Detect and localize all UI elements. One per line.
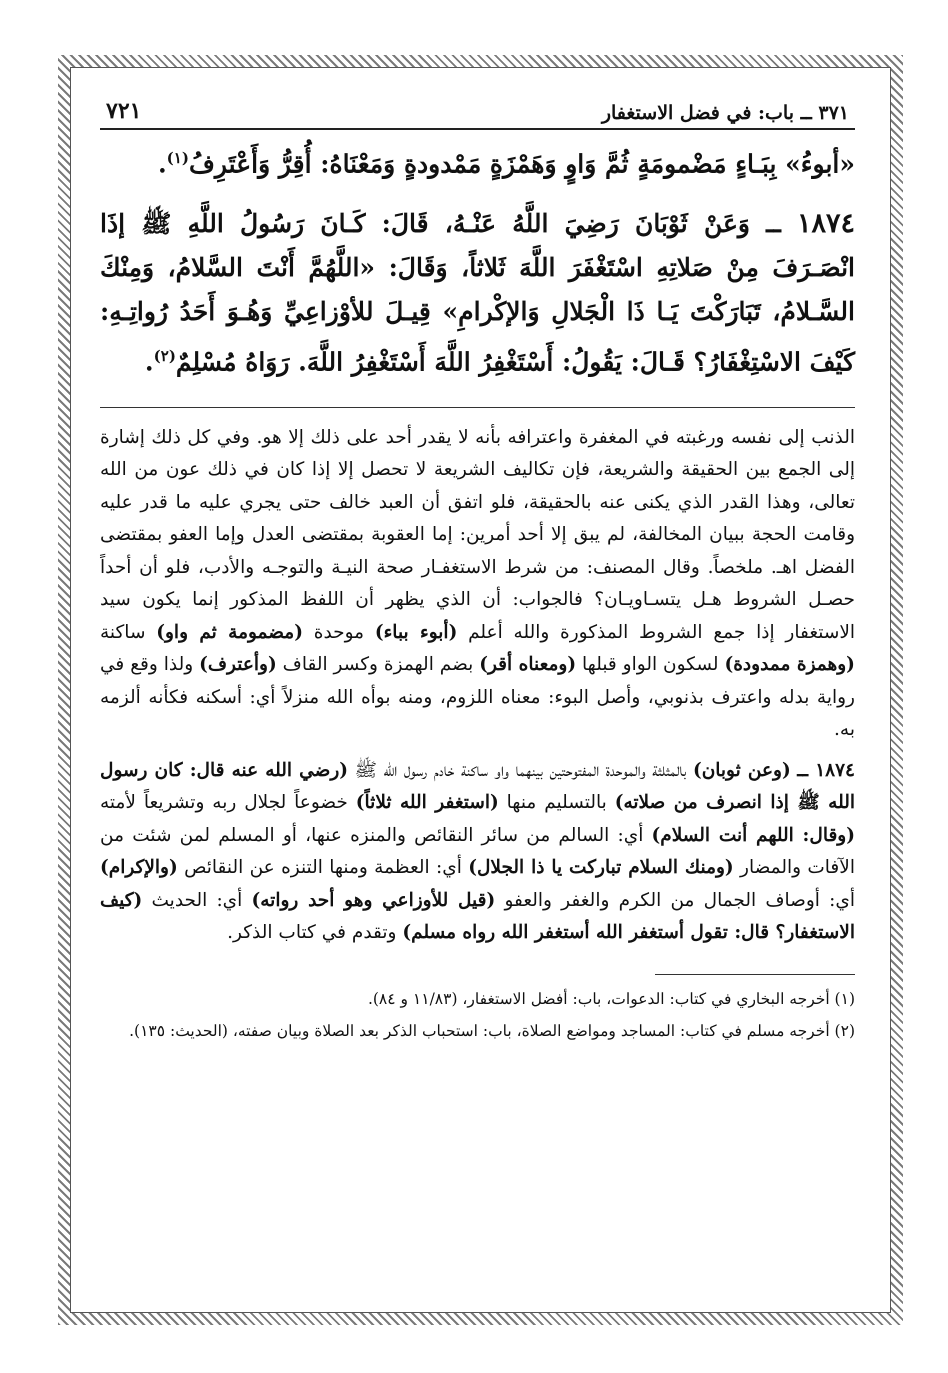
- footnote-1: (١) أخرجه البخاري في كتاب: الدعوات، باب: أفضل الاستغفار، (١١/٨٣ و ٨٤).: [367, 989, 855, 1008]
- footnote-ref: (١): [166, 149, 189, 167]
- footnote-ref: (٢): [153, 347, 176, 366]
- commentary-paragraph: ١٨٧٤ ــ (وعن ثوبان) بالمثلثة والموحدة المفتوحتين بينهما واو ساكنة خادم رسول الله ﷺ (رضي الله عنه قال: كان رسول الله ﷺ إذا انصرف من صلاته) بالتسليم منها (استغفر الله ثلاثاً) خضوعاً لجلال ربه وتشريعاً لأمته (وقال: اللهم أنت السلام) أي: السالم من سائر النقائص والمنزه عنها، أو المسلم لمن شئت من الآفات والمضار (ومنك السلام تباركت يا ذا الجلال) أي: العظمة ومنها التنزه عن النقائص (والإكرام) أي: أوصاف الجمال من الكرم والغفر والعفو (قيل للأوزاعي وهو أحد رواته) أي: الحديث (كيف الاستغفار؟ قال: تقول أستغفر الله أستغفر الله رواه مسلم) وتقدم في كتاب الذكر.: [100, 759, 855, 944]
- commentary-block: [100, 422, 855, 950]
- commentary-paragraph: الذنب إلى نفسه ورغبته في المغفرة واعترافه بأنه لا يقدر أحد على ذلك إلا هو. وفي كل ذلك إشارة إلى الجمع بين الحقيقة والشريعة، فإن تكاليف الشريعة لا تحصل إلا إذا كان في ذلك عون من الله تعالى، وهذا القدر الذي يكنى عنه بالحقيقة، فلو اتفق أن العبد خالف حتى يجري عليه ما قدر عليه وقامت الحجة ببيان المخالفة، لم يبق إلا أحد أمرين: إما العقوبة بمقتضى العدل وإما العفو بمقتضى الفضل اهـ. ملخصاً. وقال المصنف: من شرط الاستغفـار صحة النيـة والتوجـه والأدب، فلو أن أحداً حصـل الشروط هـل يتسـاويـان؟ فالجواب: أن الذي يظهر أن اللفظ المذكور إنما يكون سيد الاستغفار إذا جمع الشروط المذكورة والله أعلم (أبوء بباء) موحدة (مضمومة ثم واو) ساكنة (وهمزة ممدودة) لسكون الواو قبلها (ومعناه أقر) بضم الهمزة وكسر القاف (وأعترف) ولذا وقع في رواية بدله واعترف بذنوبي، وأصل البوء: معناه اللزوم، ومنه بوأه الله منزلاً أي: أسكنه فكأنه ألزمه به.: [100, 426, 856, 741]
- hadith-paragraph: ١٨٧٤ ــ وَعَنْ ثَوْبَانَ رَضِيَ اللَّهُ عَنْـهُ، قَالَ: كَـانَ رَسُولُ اللَّهِ ﷺ إذَا انْصَـرَفَ مِنْ صَلاتِهِ اسْتَغْفَرَ اللَّهَ ثَلاثاً، وَقَالَ: «اللَّهُمَّ أَنْتَ السَّلامُ، وَمِنْكَ السَّـلامُ، تَبَارَكْتَ يَـا ذَا الْجَلالِ وَالإكْرامِ» قِيـلَ للأوْزاعِيِّ وَهُـوَ أَحَدُ رُواتِـهِ: كَيْفَ الاسْتِغْفَارُ؟ قَـالَ: يَقُولُ: أَسْتَغْفِرُ اللَّهَ أَسْتَغْفِرُ اللَّهَ. رَوَاهُ مُسْلِمٌ$^{(٢)}$.: [100, 208, 855, 377]
- page: [100, 88, 855, 1049]
- hadith-text-block: [100, 136, 855, 385]
- matn-intro: «أبوءُ» بِبَـاءٍ مَضْمومَةٍ ثُمَّ وَاوٍ وَهَمْزَةٍ مَمْدودةٍ وَمَعْنَاهُ: أُقِرُّ وَأَعْتَرِفُ$^{(١)}$.: [157, 149, 855, 179]
- footnote-separator: [655, 974, 855, 975]
- running-title: ٣٧١ ــ باب: في فضل الاستغفار: [601, 102, 849, 124]
- page-number: ٧٢١: [106, 98, 142, 124]
- hadith-number: ١٨٧٤: [796, 208, 855, 240]
- footnote-2: (٢) أخرجه مسلم في كتاب: المساجد ومواضع الصلاة، باب: استحباب الذكر بعد الصلاة وبيان صفته، (الحديث: ١٣٥).: [129, 1021, 855, 1040]
- page-header: [100, 88, 855, 130]
- separator-line: [100, 407, 855, 408]
- hadith-body: ــ وَعَنْ ثَوْبَانَ رَضِيَ اللَّهُ عَنْـهُ، قَالَ: كَـانَ رَسُولُ اللَّهِ ﷺ إذَا انْصَـرَفَ مِنْ صَلاتِهِ اسْتَغْفَرَ اللَّهَ ثَلاثاً، وَقَالَ: «اللَّهُمَّ أَنْتَ السَّلامُ، وَمِنْكَ السَّـلامُ، تَبَارَكْتَ يَـا ذَا الْجَلالِ وَالإكْرامِ» قِيـلَ للأوْزاعِيِّ وَهُـوَ أَحَدُ رُواتِـهِ: كَيْفَ الاسْتِغْفَارُ؟ قَـالَ: يَقُولُ: أَسْتَغْفِرُ اللَّهَ أَسْتَغْفِرُ اللَّهَ. رَوَاهُ مُسْلِمٌ: [100, 209, 855, 377]
- footnotes: [100, 985, 855, 1045]
